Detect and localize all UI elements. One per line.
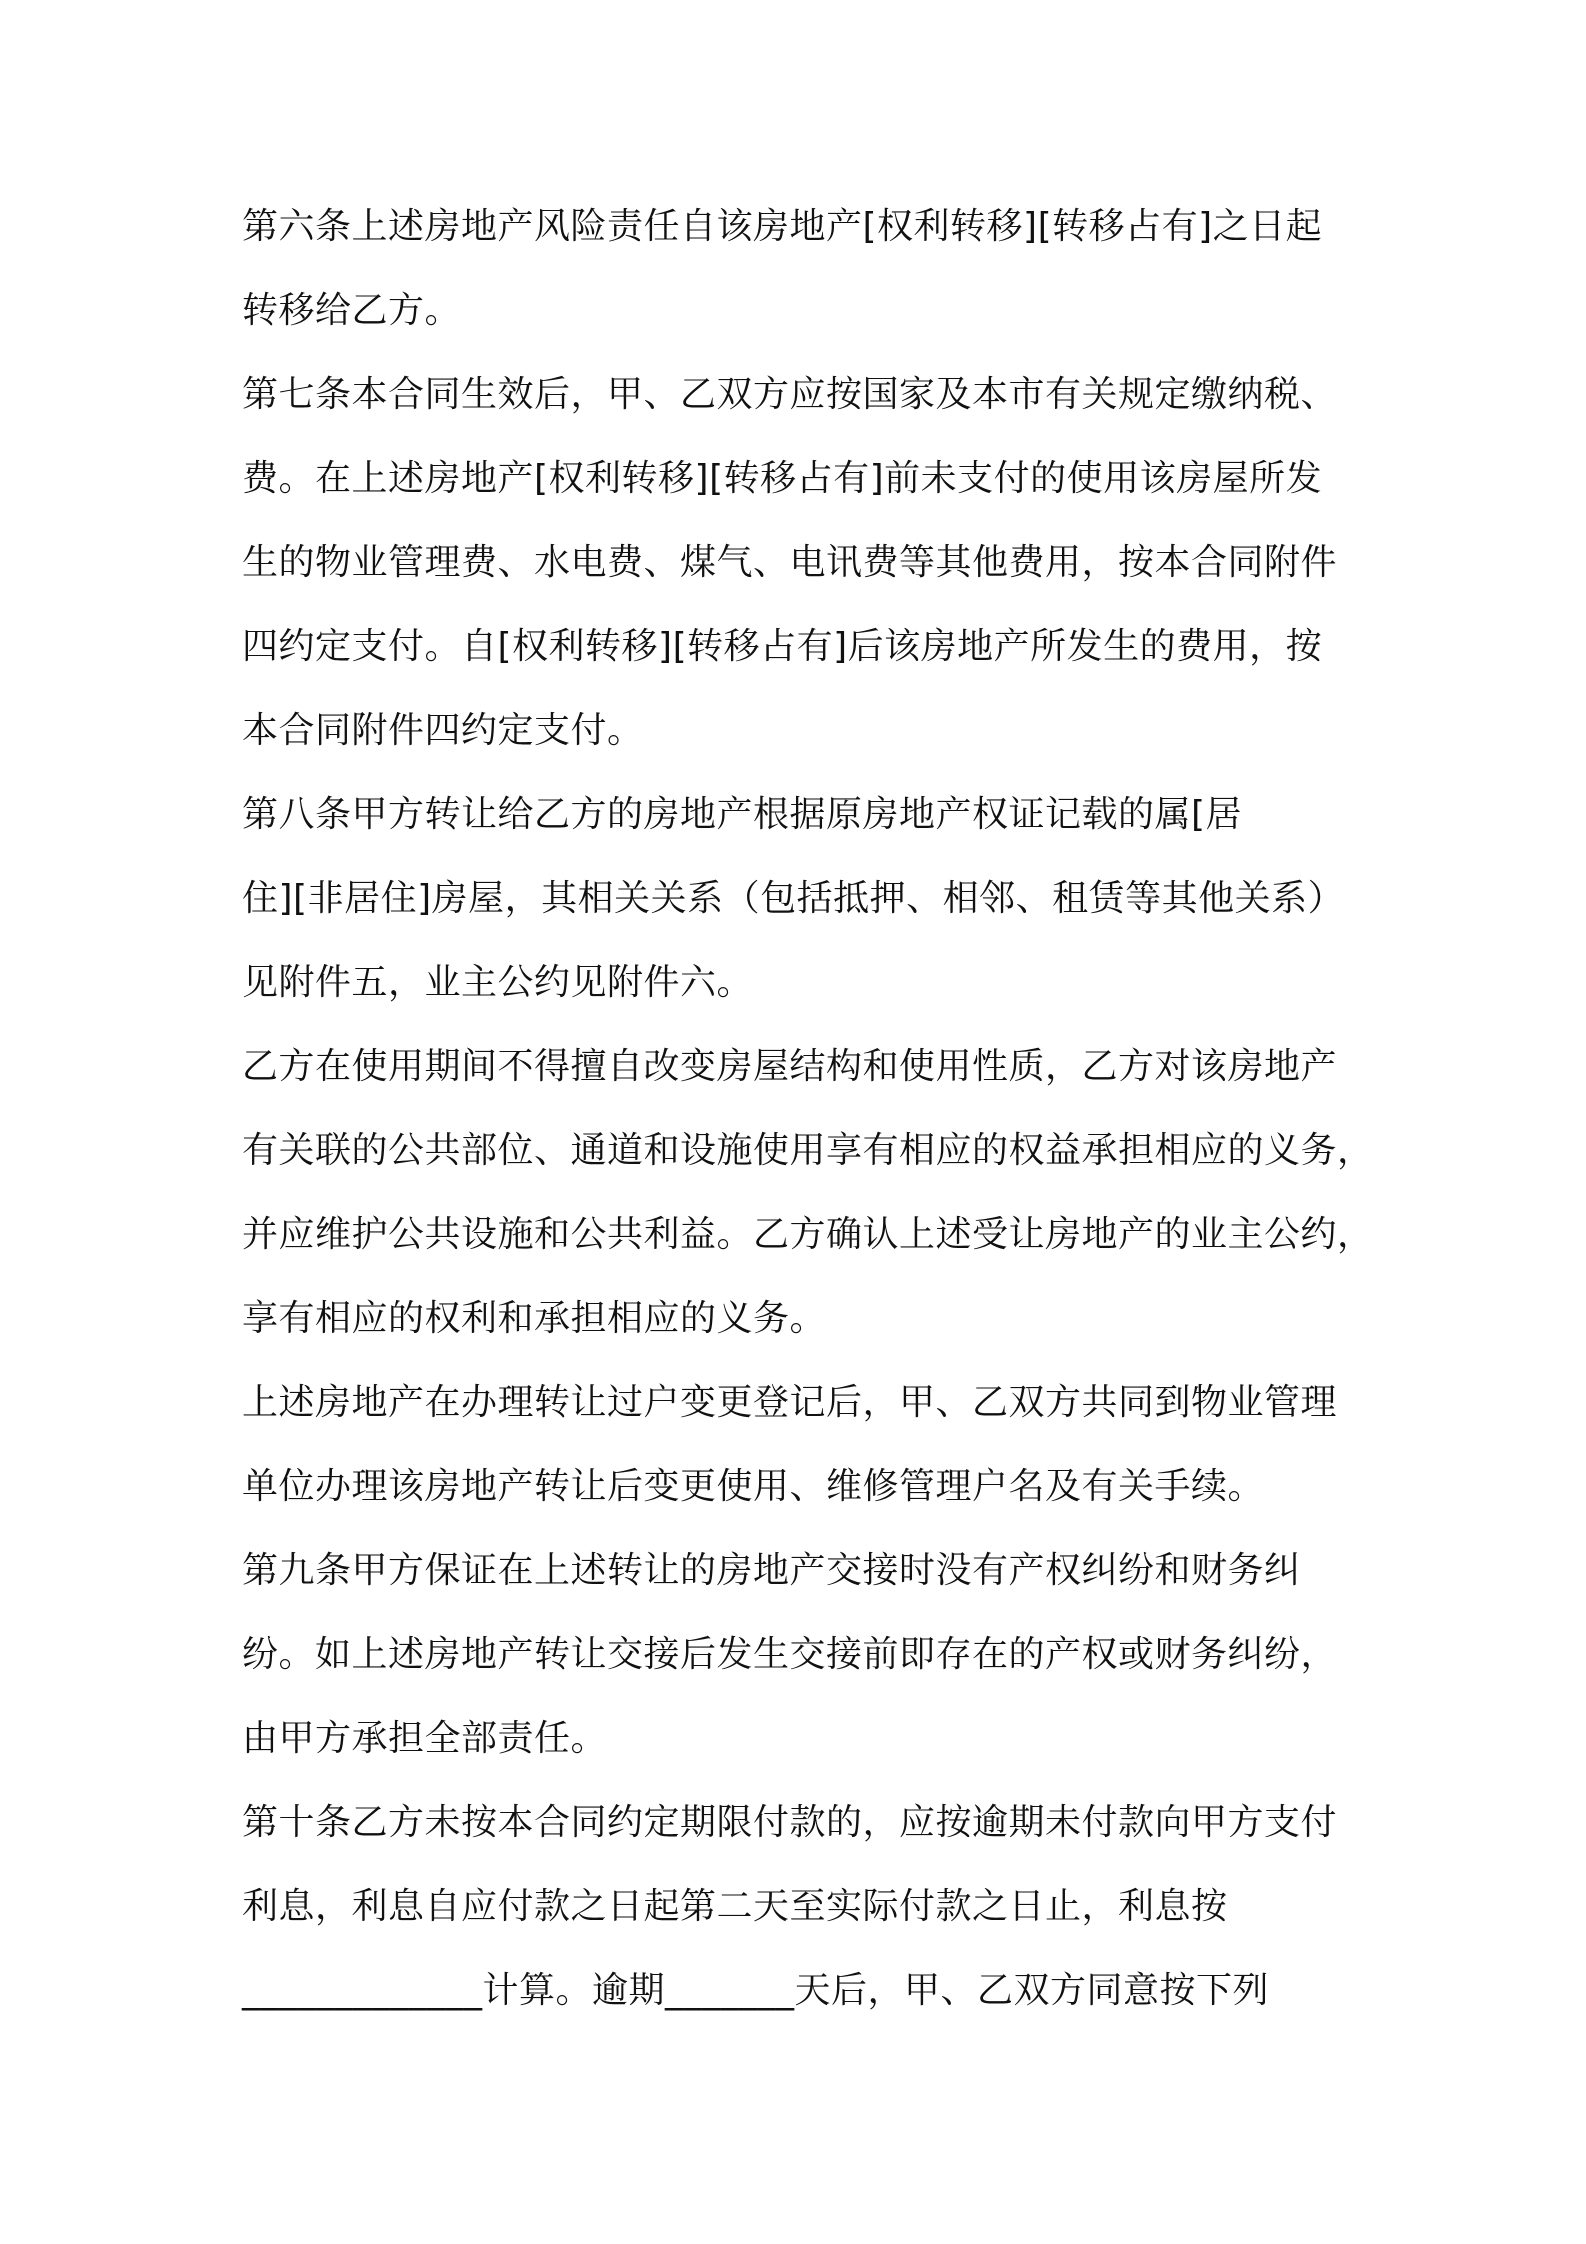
text-line: 生的物业管理费、水电费、煤气、电讯费等其他费用，按本合同附件	[242, 542, 1338, 583]
text-line: 乙方在使用期间不得擅自改变房屋结构和使用性质，乙方对该房地产	[242, 1046, 1338, 1087]
text-line: 住][非居住]房屋，其相关关系（包括抵押、相邻、租赁等其他关系）	[242, 878, 1345, 919]
text-line: 并应维护公共设施和公共利益。乙方确认上述受让房地产的业主公约，	[242, 1214, 1374, 1255]
text-line: 本合同附件四约定支付。	[242, 710, 644, 751]
text-line: 费。在上述房地产[权利转移][转移占有]前未支付的使用该房屋所发	[242, 458, 1323, 499]
text-line: 单位办理该房地产转让后变更使用、维修管理户名及有关手续。	[242, 1466, 1265, 1507]
text-line: _____________计算。逾期_______天后，甲、乙双方同意按下列	[242, 1970, 1270, 2011]
text-line: 第八条甲方转让给乙方的房地产根据原房地产权证记载的属[居	[242, 794, 1243, 835]
text-line: 第六条上述房地产风险责任自该房地产[权利转移][转移占有]之日起	[242, 206, 1323, 247]
text-line: 转移给乙方。	[242, 290, 462, 331]
text-line: 享有相应的权利和承担相应的义务。	[242, 1298, 827, 1339]
text-line: 见附件五，业主公约见附件六。	[242, 962, 754, 1003]
text-line: 第七条本合同生效后，甲、乙双方应按国家及本市有关规定缴纳税、	[242, 374, 1338, 415]
text-line: 利息，利息自应付款之日起第二天至实际付款之日止，利息按	[242, 1886, 1228, 1927]
text-line: 上述房地产在办理转让过户变更登记后，甲、乙双方共同到物业管理	[242, 1382, 1338, 1423]
text-line: 由甲方承担全部责任。	[242, 1718, 608, 1759]
text-line: 第十条乙方未按本合同约定期限付款的，应按逾期未付款向甲方支付	[242, 1802, 1338, 1843]
text-line: 有关联的公共部位、通道和设施使用享有相应的权益承担相应的义务，	[242, 1130, 1374, 1171]
text-line: 第九条甲方保证在上述转让的房地产交接时没有产权纠纷和财务纠	[242, 1550, 1301, 1591]
text-line: 纷。如上述房地产转让交接后发生交接前即存在的产权或财务纠纷，	[242, 1634, 1338, 1675]
text-line: 四约定支付。自[权利转移][转移占有]后该房地产所发生的费用，按	[242, 626, 1323, 667]
